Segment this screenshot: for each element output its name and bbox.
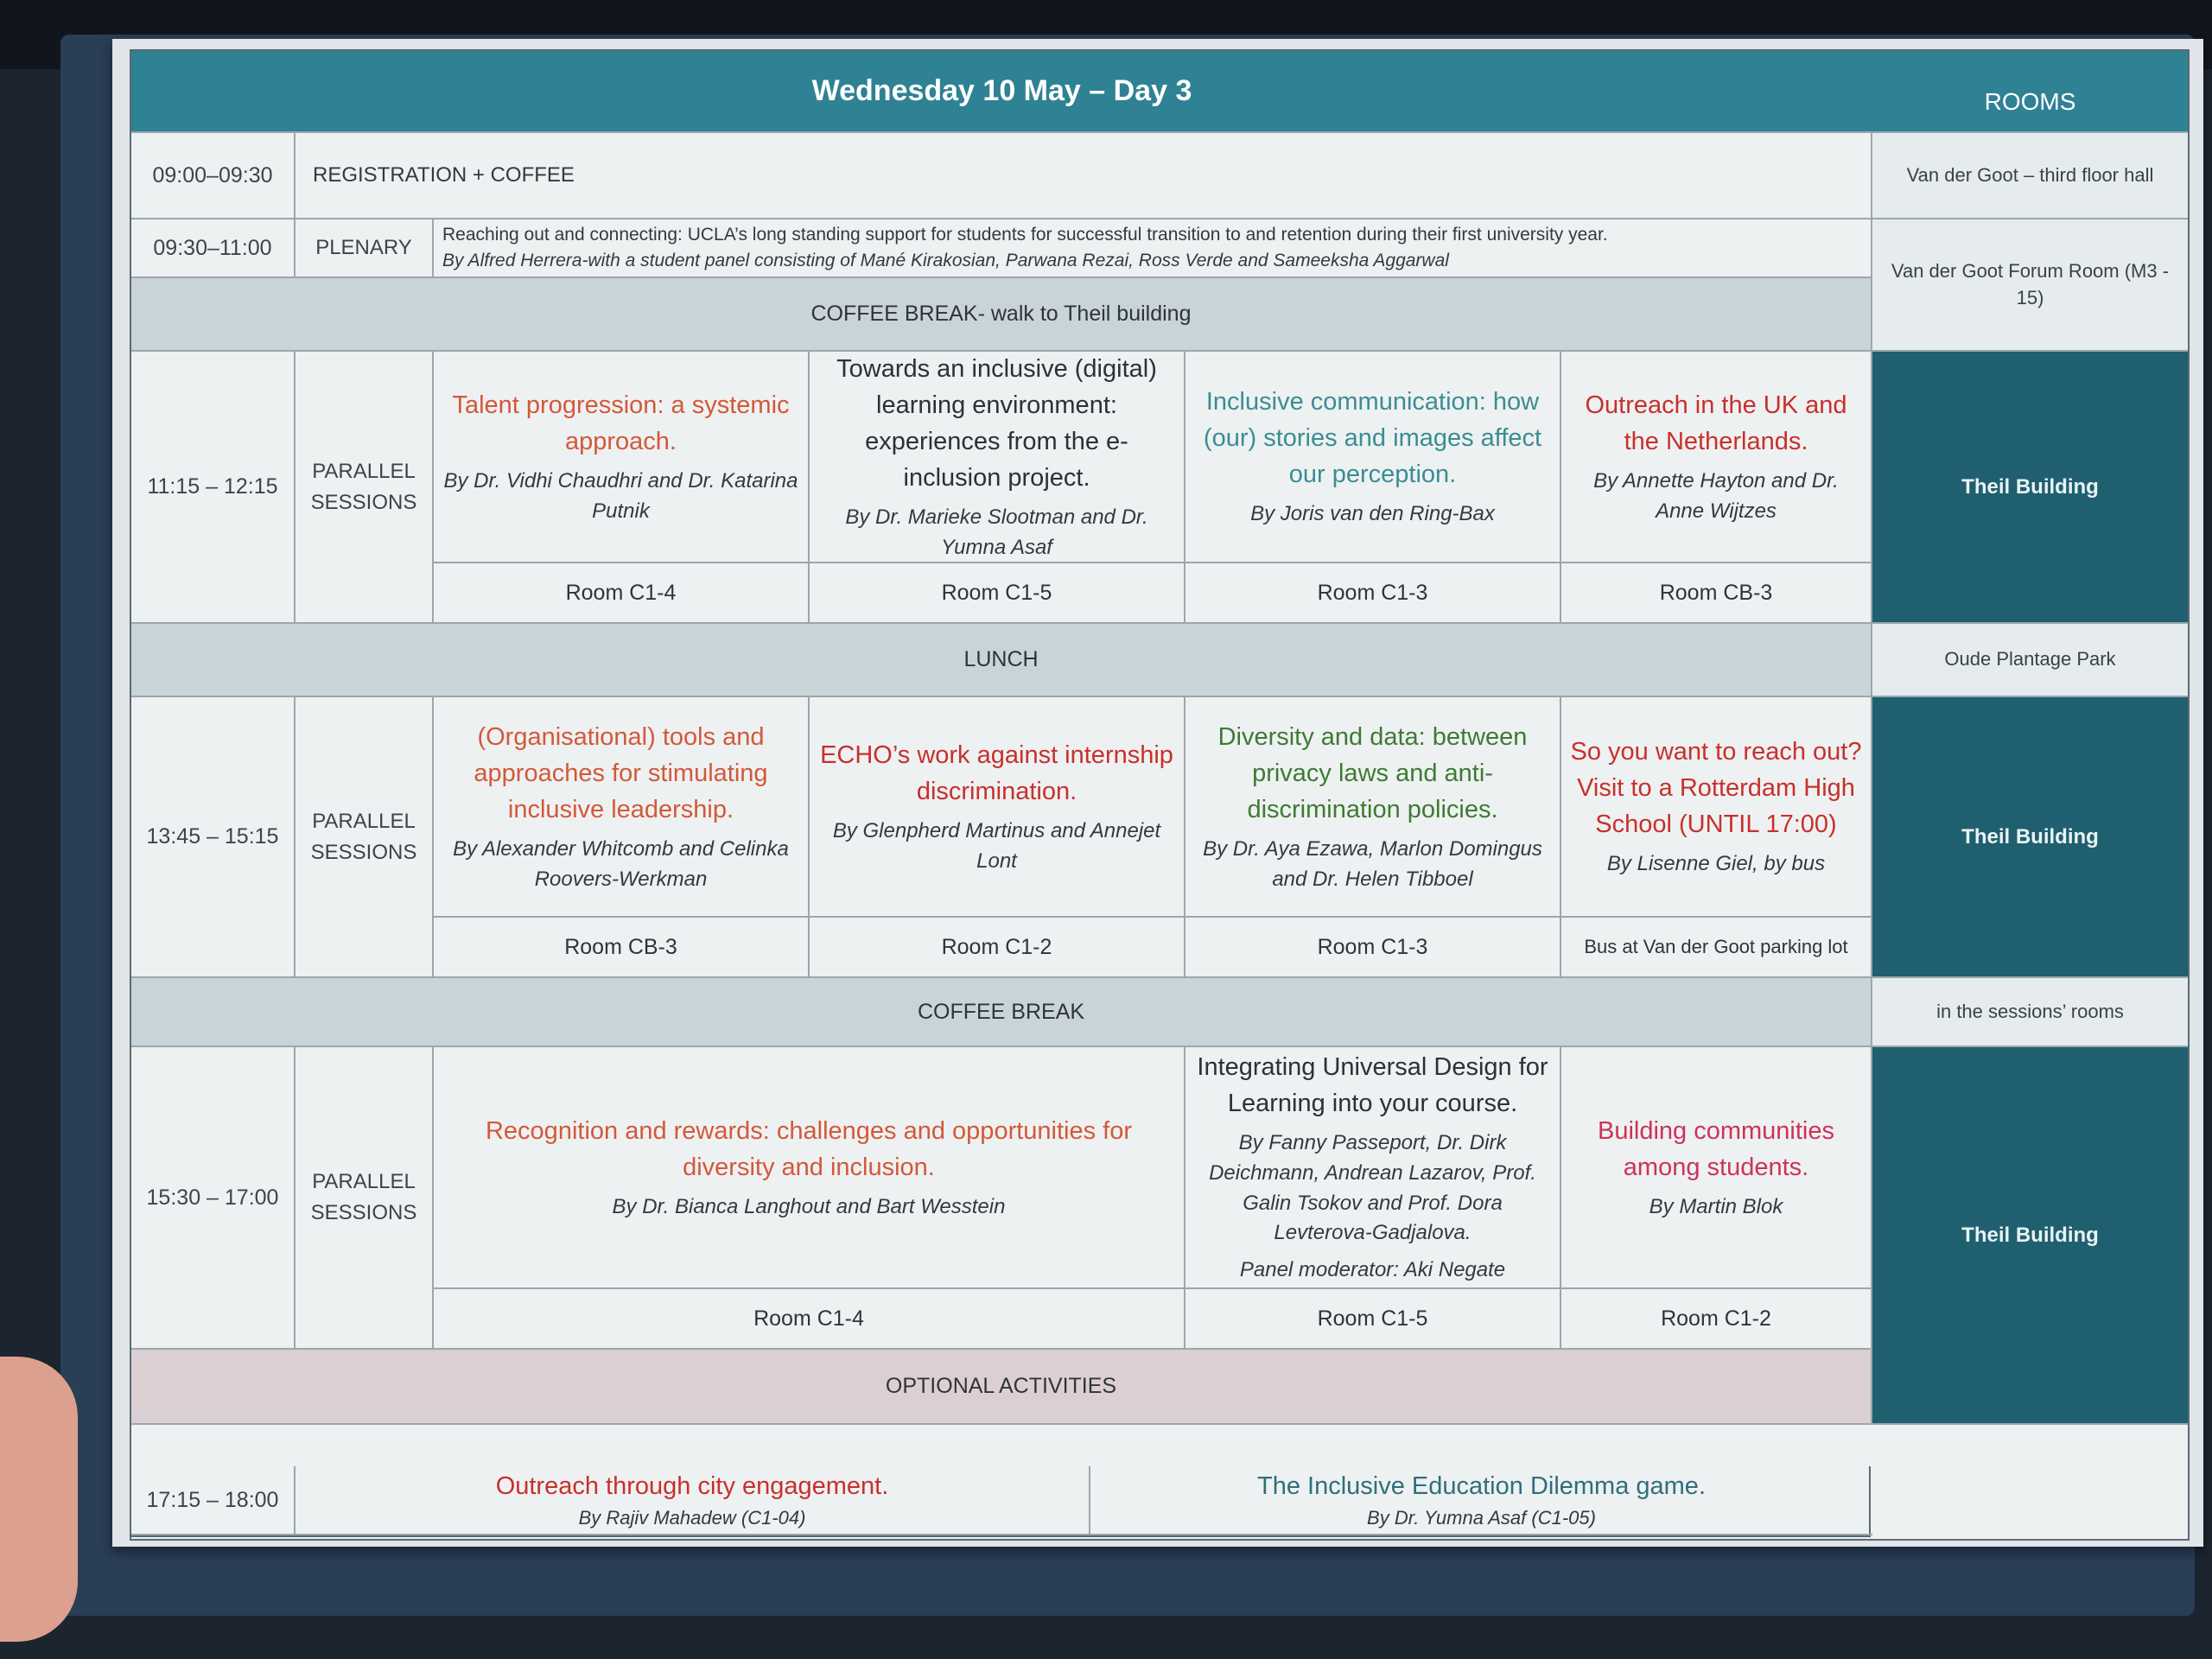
session-speakers: By Dr. Vidhi Chaudhri and Dr. Katarina Putnik — [443, 468, 798, 523]
session-title: Diversity and data: between privacy laws and anti-discrimination policies. — [1217, 722, 1528, 823]
session3-item-3 — [1561, 1047, 1872, 1289]
optional-item-2 — [1090, 1466, 1872, 1535]
lunch-band: LUNCH — [131, 624, 1872, 697]
registration-label: REGISTRATION + COFFEE — [296, 133, 1872, 219]
plenary-type: PLENARY — [296, 219, 434, 278]
session-title: So you want to reach out? Visit to a Rotterdam High School (UNTIL 17:00) — [1570, 738, 1862, 839]
plenary-speakers: By Alfred Herrera-with a student panel consisting of Mané Kirakosian, Parwana Rezai, Ross Verde and Sameeksha Aggarwal — [442, 251, 1449, 270]
coffee-break-1: COFFEE BREAK- walk to Theil building — [131, 278, 1872, 352]
session-title: Inclusive communication: how (our) stories and images affect our perception. — [1203, 388, 1542, 489]
session2-item-2 — [810, 697, 1185, 918]
session-title: Talent progression: a systemic approach. — [452, 391, 790, 455]
optional-row — [130, 1466, 1871, 1537]
session2-time: 13:45 – 15:15 — [131, 697, 296, 978]
plenary-room: Van der Goot Forum Room (M3 - 15) — [1872, 219, 2188, 352]
session3-time: 15:30 – 17:00 — [131, 1047, 296, 1350]
session-speakers: By Joris van den Ring-Bax — [1250, 502, 1495, 526]
session-speakers: By Annette Hayton and Dr. Anne Wijtzes — [1593, 468, 1839, 523]
session1-room-2: Room C1-5 — [810, 563, 1185, 624]
session-title: Outreach in the UK and the Netherlands. — [1585, 391, 1847, 455]
session3-item-2 — [1185, 1047, 1561, 1289]
session3-type: PARALLEL SESSIONS — [296, 1047, 434, 1350]
session-speakers: By Dr. Bianca Langhout and Bart Wesstein — [612, 1194, 1006, 1218]
schedule-page — [112, 39, 2203, 1547]
optional-time: 17:15 – 18:00 — [131, 1466, 296, 1535]
session2-room-4: Bus at Van der Goot parking lot — [1561, 918, 1872, 978]
session1-room-1: Room C1-4 — [434, 563, 810, 624]
rooms-header: ROOMS — [1872, 51, 2188, 133]
session3-room-2: Room C1-5 — [1185, 1289, 1561, 1350]
day-title: Wednesday 10 May – Day 3 — [131, 51, 1872, 133]
optional-title: Outreach through city engagement. — [495, 1472, 889, 1501]
session1-type: PARALLEL SESSIONS — [296, 352, 434, 624]
session2-building: Theil Building — [1872, 697, 2188, 978]
optional-speaker: By Rajiv Mahadew (C1-04) — [578, 1507, 806, 1529]
session2-room-2: Room C1-2 — [810, 918, 1185, 978]
session-title: Building communities among students. — [1597, 1116, 1834, 1181]
session-title: Integrating Universal Design for Learning into your course. — [1197, 1052, 1548, 1118]
coffee-break-2: COFFEE BREAK — [131, 978, 1872, 1047]
session-speakers: By Fanny Passeport, Dr. Dirk Deichmann, Andrean Lazarov, Prof. Galin Tsokov and Prof. Dora Levterova-Gadjalova. — [1209, 1131, 1536, 1245]
lunch-room: Oude Plantage Park — [1872, 624, 2188, 697]
session2-item-1 — [434, 697, 810, 918]
session-title: ECHO’s work against internship discrimination. — [820, 741, 1173, 805]
session2-item-4 — [1561, 697, 1872, 918]
session1-item-4 — [1561, 352, 1872, 563]
session2-room-1: Room CB-3 — [434, 918, 810, 978]
session-speakers: By Glenpherd Martinus and Annejet Lont — [832, 818, 1161, 873]
session-title: Towards an inclusive (digital) learning environment: experiences from the e-inclusion project. — [836, 354, 1157, 492]
plenary-time: 09:30–11:00 — [131, 219, 296, 278]
plenary-description — [434, 219, 1872, 278]
holding-thumb — [0, 1357, 78, 1642]
session3-item-1 — [434, 1047, 1185, 1289]
session1-building: Theil Building — [1872, 352, 2188, 624]
optional-title: The Inclusive Education Dilemma game. — [1256, 1472, 1706, 1501]
session-speakers: By Martin Blok — [1649, 1194, 1783, 1218]
plenary-title: Reaching out and connecting: UCLA’s long standing support for students for successful transition to and retention during their first university year. — [442, 225, 1608, 245]
session1-item-2 — [810, 352, 1185, 563]
session-title: (Organisational) tools and approaches for stimulating inclusive leadership. — [474, 722, 768, 823]
session-speakers: By Alexander Whitcomb and Celinka Roovers-Werkman — [453, 836, 789, 891]
session-speakers: By Lisenne Giel, by bus — [1606, 852, 1826, 876]
session1-room-4: Room CB-3 — [1561, 563, 1872, 624]
session2-type: PARALLEL SESSIONS — [296, 697, 434, 978]
session1-item-1 — [434, 352, 810, 563]
registration-room: Van der Goot – third floor hall — [1872, 133, 2188, 219]
session2-room-3: Room C1-3 — [1185, 918, 1561, 978]
session-moderator: Panel moderator: Aki Negate — [1239, 1258, 1506, 1282]
session3-room-3: Room C1-2 — [1561, 1289, 1872, 1350]
session1-item-3 — [1185, 352, 1561, 563]
session-speakers: By Dr. Marieke Slootman and Dr. Yumna Asaf — [845, 505, 1148, 559]
session2-item-3 — [1185, 697, 1561, 918]
session1-time: 11:15 – 12:15 — [131, 352, 296, 624]
session-speakers: By Dr. Aya Ezawa, Marlon Domingus and Dr. Helen Tibboel — [1203, 836, 1542, 891]
session1-room-3: Room C1-3 — [1185, 563, 1561, 624]
session3-building: Theil Building — [1872, 1047, 2188, 1425]
coffee-break-2-room: in the sessions’ rooms — [1872, 978, 2188, 1047]
session3-room-1: Room C1-4 — [434, 1289, 1185, 1350]
registration-time: 09:00–09:30 — [131, 133, 296, 219]
optional-item-1 — [296, 1466, 1090, 1535]
optional-speaker: By Dr. Yumna Asaf (C1-05) — [1367, 1507, 1596, 1529]
optional-activities-band: OPTIONAL ACTIVITIES — [131, 1350, 1872, 1425]
session-title: Recognition and rewards: challenges and opportunities for diversity and inclusion. — [485, 1116, 1133, 1181]
schedule-grid — [130, 49, 2190, 1541]
